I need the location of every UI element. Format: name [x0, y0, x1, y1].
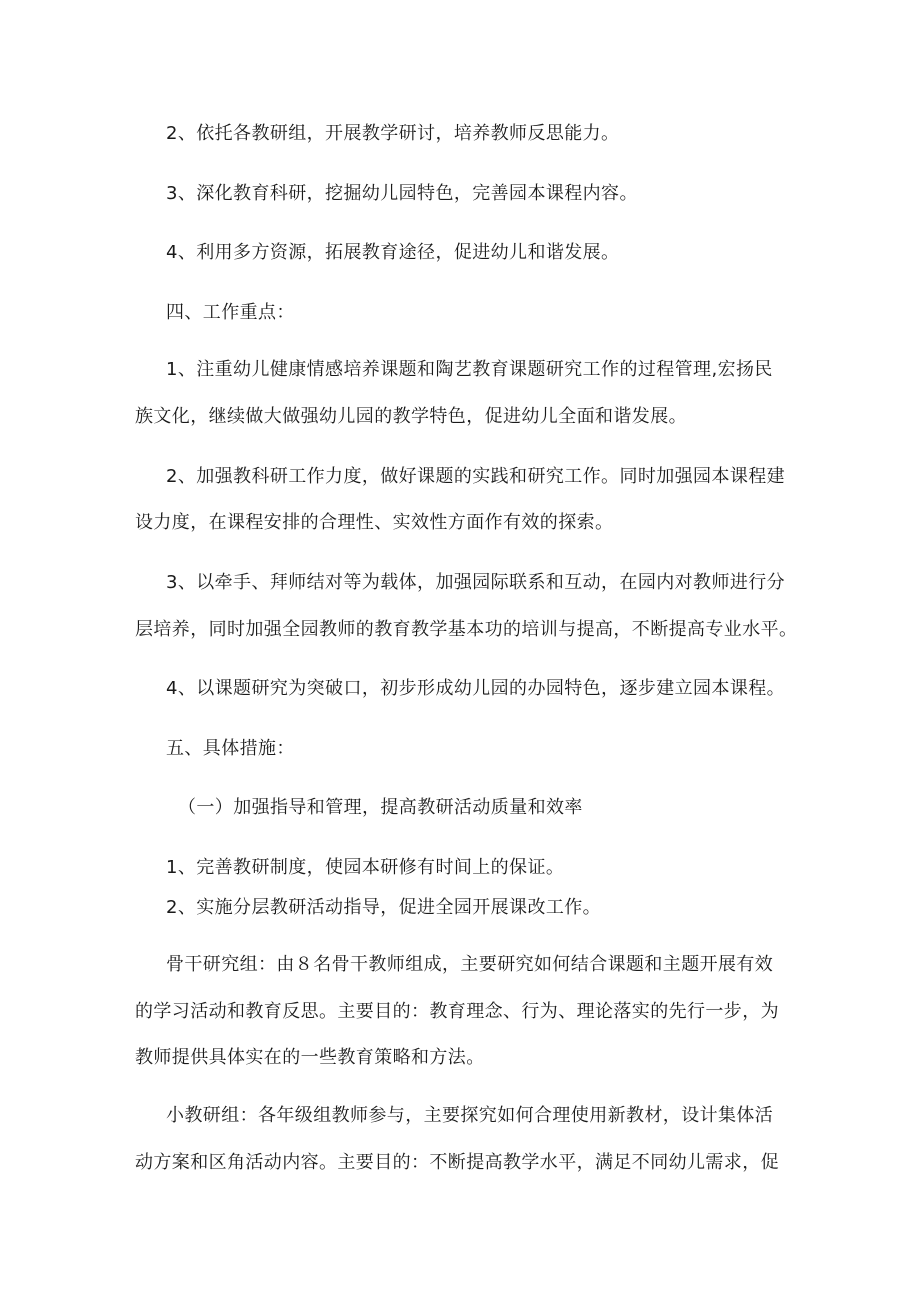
list-item-goal-3: 3、深化教育科研，挖掘幼儿园特色，完善园本课程内容。 [166, 183, 638, 204]
paragraph-core-group-line-3: 教师提供具体实在的一些教育策略和方法。 [135, 1047, 485, 1068]
paragraph-focus-2-line-2: 设力度，在课程安排的合理性、实效性方面作有效的探索。 [135, 512, 614, 533]
list-item-measure-1: 1、完善教研制度，使园本研修有时间上的保证。 [166, 857, 565, 878]
list-item-goal-4: 4、利用多方资源，拓展教育途径，促进幼儿和谐发展。 [166, 242, 620, 263]
paragraph-focus-1-line-2: 族文化，继续做大做强幼儿园的教学特色，促进幼儿全面和谐发展。 [135, 406, 687, 427]
paragraph-focus-1-line-1: 1、注重幼儿健康情感培养课题和陶艺教育课题研究工作的过程管理,宏扬民 [166, 359, 773, 380]
section-heading-work-focus: 四、工作重点： [166, 302, 295, 323]
paragraph-focus-3-line-1: 3、以牵手、拜师结对等为载体，加强园际联系和互动，在园内对教师进行分 [166, 572, 786, 593]
paragraph-focus-3-line-2: 层培养，同时加强全园教师的教育教学基本功的培训与提高，不断提高专业水平。 [135, 619, 798, 640]
paragraph-core-group-line-1: 骨干研究组：由８名骨干教师组成，主要研究如何结合课题和主题开展有效 [166, 954, 774, 975]
list-item-measure-2: 2、实施分层教研活动指导，促进全园开展课改工作。 [166, 897, 602, 918]
section-heading-measures: 五、具体措施： [166, 738, 295, 759]
subsection-heading-1: （一）加强指导和管理，提高教研活动质量和效率 [178, 797, 583, 818]
paragraph-small-group-line-2: 动方案和区角活动内容。主要目的：不断提高教学水平，满足不同幼儿需求，促 [135, 1152, 779, 1173]
paragraph-focus-4: 4、以课题研究为突破口，初步形成幼儿园的办园特色，逐步建立园本课程。 [166, 678, 786, 699]
paragraph-focus-2-line-1: 2、加强教科研工作力度，做好课题的实践和研究工作。同时加强园本课程建 [166, 466, 786, 487]
list-item-goal-2: 2、依托各教研组，开展教学研讨，培养教师反思能力。 [166, 123, 620, 144]
paragraph-small-group-line-1: 小教研组：各年级组教师参与，主要探究如何合理使用新教材，设计集体活 [166, 1105, 774, 1126]
paragraph-core-group-line-2: 的学习活动和教育反思。主要目的：教育理念、行为、理论落实的先行一步，为 [135, 1001, 779, 1022]
